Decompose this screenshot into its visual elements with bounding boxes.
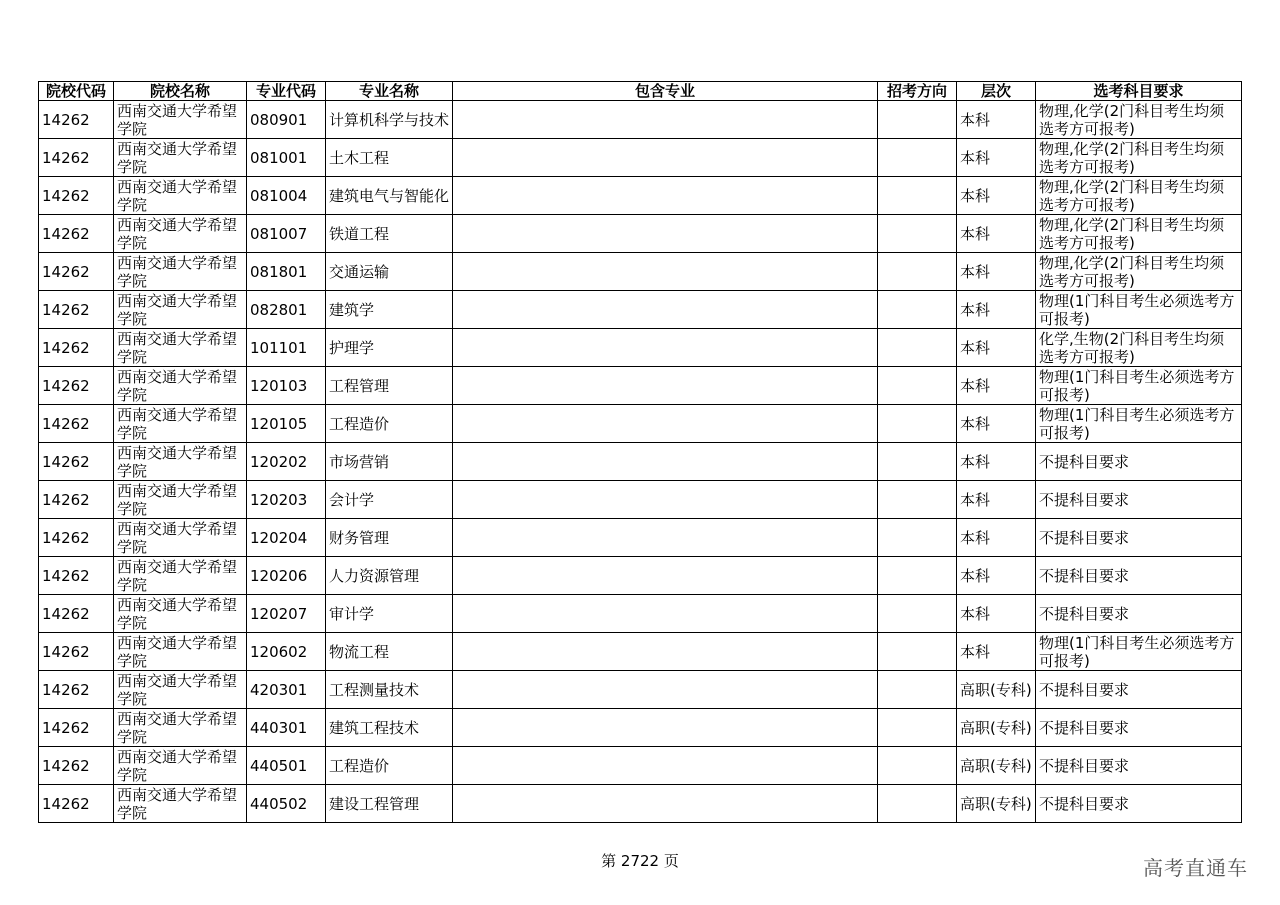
cell-level: 本科: [957, 177, 1036, 215]
table-row: [39, 785, 1242, 823]
table-row: [39, 671, 1242, 709]
header-major-code: 专业代码: [247, 82, 326, 101]
table-row: [39, 481, 1242, 519]
cell-direction: [878, 101, 957, 139]
cell-subject-requirement: 不提科目要求: [1036, 671, 1242, 709]
cell-school-name: 西南交通大学希望学院: [114, 101, 247, 139]
cell-major-name: 工程管理: [326, 367, 453, 405]
cell-school-code: 14262: [39, 101, 114, 139]
cell-school-name: 西南交通大学希望学院: [114, 177, 247, 215]
cell-direction: [878, 215, 957, 253]
table-row: [39, 139, 1242, 177]
cell-major-code: 082801: [247, 291, 326, 329]
table-row: [39, 101, 1242, 139]
cell-school-code: 14262: [39, 557, 114, 595]
cell-school-name: 西南交通大学希望学院: [114, 519, 247, 557]
cell-school-name: 西南交通大学希望学院: [114, 671, 247, 709]
cell-direction: [878, 291, 957, 329]
cell-included-majors: [453, 367, 878, 405]
cell-major-name: 财务管理: [326, 519, 453, 557]
cell-major-name: 工程造价: [326, 747, 453, 785]
cell-school-code: 14262: [39, 443, 114, 481]
table-row: [39, 709, 1242, 747]
cell-school-code: 14262: [39, 253, 114, 291]
cell-major-name: 会计学: [326, 481, 453, 519]
cell-direction: [878, 747, 957, 785]
cell-major-name: 土木工程: [326, 139, 453, 177]
cell-school-code: 14262: [39, 291, 114, 329]
header-major-name: 专业名称: [326, 82, 453, 101]
table-row: [39, 443, 1242, 481]
cell-included-majors: [453, 253, 878, 291]
cell-direction: [878, 443, 957, 481]
cell-level: 本科: [957, 215, 1036, 253]
cell-level: 高职(专科): [957, 709, 1036, 747]
cell-major-code: 081801: [247, 253, 326, 291]
cell-subject-requirement: 不提科目要求: [1036, 709, 1242, 747]
cell-level: 本科: [957, 405, 1036, 443]
cell-school-code: 14262: [39, 785, 114, 823]
cell-major-name: 建筑工程技术: [326, 709, 453, 747]
cell-level: 高职(专科): [957, 747, 1036, 785]
cell-school-name: 西南交通大学希望学院: [114, 481, 247, 519]
cell-direction: [878, 367, 957, 405]
cell-level: 本科: [957, 443, 1036, 481]
cell-major-name: 物流工程: [326, 633, 453, 671]
cell-school-name: 西南交通大学希望学院: [114, 139, 247, 177]
cell-major-code: 120207: [247, 595, 326, 633]
cell-major-code: 081004: [247, 177, 326, 215]
cell-major-code: 440301: [247, 709, 326, 747]
cell-subject-requirement: 化学,生物(2门科目考生均须选考方可报考): [1036, 329, 1242, 367]
header-school-code: 院校代码: [39, 82, 114, 101]
cell-direction: [878, 329, 957, 367]
cell-major-name: 人力资源管理: [326, 557, 453, 595]
table-row: [39, 595, 1242, 633]
table-row: [39, 633, 1242, 671]
cell-subject-requirement: 物理(1门科目考生必须选考方可报考): [1036, 633, 1242, 671]
cell-major-name: 建筑电气与智能化: [326, 177, 453, 215]
table-row: [39, 405, 1242, 443]
cell-school-name: 西南交通大学希望学院: [114, 291, 247, 329]
cell-level: 本科: [957, 595, 1036, 633]
cell-school-code: 14262: [39, 519, 114, 557]
cell-school-code: 14262: [39, 595, 114, 633]
table-row: [39, 557, 1242, 595]
cell-major-code: 440501: [247, 747, 326, 785]
cell-included-majors: [453, 443, 878, 481]
cell-direction: [878, 253, 957, 291]
cell-direction: [878, 671, 957, 709]
cell-major-name: 工程造价: [326, 405, 453, 443]
cell-direction: [878, 785, 957, 823]
cell-direction: [878, 139, 957, 177]
cell-major-name: 交通运输: [326, 253, 453, 291]
table-header-row: [39, 82, 1242, 101]
cell-subject-requirement: 不提科目要求: [1036, 519, 1242, 557]
cell-level: 高职(专科): [957, 671, 1036, 709]
cell-school-name: 西南交通大学希望学院: [114, 215, 247, 253]
cell-major-name: 建设工程管理: [326, 785, 453, 823]
cell-direction: [878, 633, 957, 671]
table-row: [39, 519, 1242, 557]
cell-level: 本科: [957, 519, 1036, 557]
cell-included-majors: [453, 595, 878, 633]
cell-included-majors: [453, 785, 878, 823]
cell-subject-requirement: 物理,化学(2门科目考生均须选考方可报考): [1036, 215, 1242, 253]
cell-school-name: 西南交通大学希望学院: [114, 557, 247, 595]
cell-direction: [878, 709, 957, 747]
cell-major-name: 审计学: [326, 595, 453, 633]
cell-level: 本科: [957, 481, 1036, 519]
cell-direction: [878, 177, 957, 215]
table-row: [39, 329, 1242, 367]
cell-major-code: 420301: [247, 671, 326, 709]
header-school-name: 院校名称: [114, 82, 247, 101]
cell-included-majors: [453, 709, 878, 747]
table-body: [39, 101, 1242, 823]
table-row: [39, 215, 1242, 253]
cell-included-majors: [453, 291, 878, 329]
cell-subject-requirement: 物理,化学(2门科目考生均须选考方可报考): [1036, 253, 1242, 291]
cell-subject-requirement: 物理(1门科目考生必须选考方可报考): [1036, 405, 1242, 443]
cell-major-name: 工程测量技术: [326, 671, 453, 709]
cell-school-code: 14262: [39, 481, 114, 519]
cell-included-majors: [453, 101, 878, 139]
cell-level: 本科: [957, 253, 1036, 291]
cell-subject-requirement: 不提科目要求: [1036, 443, 1242, 481]
cell-direction: [878, 557, 957, 595]
cell-included-majors: [453, 329, 878, 367]
cell-major-code: 120203: [247, 481, 326, 519]
cell-major-code: 101101: [247, 329, 326, 367]
cell-direction: [878, 595, 957, 633]
cell-major-name: 护理学: [326, 329, 453, 367]
cell-major-name: 计算机科学与技术: [326, 101, 453, 139]
cell-school-name: 西南交通大学希望学院: [114, 253, 247, 291]
cell-included-majors: [453, 177, 878, 215]
cell-school-name: 西南交通大学希望学院: [114, 747, 247, 785]
cell-major-code: 120206: [247, 557, 326, 595]
cell-included-majors: [453, 215, 878, 253]
cell-direction: [878, 405, 957, 443]
cell-school-code: 14262: [39, 709, 114, 747]
watermark: 高考直通车: [1143, 856, 1248, 880]
cell-level: 本科: [957, 329, 1036, 367]
cell-level: 本科: [957, 101, 1036, 139]
table-row: [39, 367, 1242, 405]
cell-subject-requirement: 不提科目要求: [1036, 785, 1242, 823]
cell-major-name: 建筑学: [326, 291, 453, 329]
header-included-majors: 包含专业: [453, 82, 878, 101]
cell-major-name: 铁道工程: [326, 215, 453, 253]
admission-table: [38, 81, 1242, 823]
cell-major-code: 120105: [247, 405, 326, 443]
cell-major-code: 080901: [247, 101, 326, 139]
table-row: [39, 291, 1242, 329]
cell-included-majors: [453, 671, 878, 709]
cell-subject-requirement: 物理,化学(2门科目考生均须选考方可报考): [1036, 101, 1242, 139]
cell-school-name: 西南交通大学希望学院: [114, 367, 247, 405]
header-level: 层次: [957, 82, 1036, 101]
cell-included-majors: [453, 557, 878, 595]
cell-included-majors: [453, 633, 878, 671]
cell-school-name: 西南交通大学希望学院: [114, 443, 247, 481]
cell-major-code: 081001: [247, 139, 326, 177]
cell-subject-requirement: 物理,化学(2门科目考生均须选考方可报考): [1036, 139, 1242, 177]
cell-level: 本科: [957, 557, 1036, 595]
cell-included-majors: [453, 481, 878, 519]
header-direction: 招考方向: [878, 82, 957, 101]
cell-school-name: 西南交通大学希望学院: [114, 329, 247, 367]
cell-included-majors: [453, 747, 878, 785]
cell-school-name: 西南交通大学希望学院: [114, 785, 247, 823]
cell-school-code: 14262: [39, 405, 114, 443]
cell-subject-requirement: 物理,化学(2门科目考生均须选考方可报考): [1036, 177, 1242, 215]
cell-subject-requirement: 不提科目要求: [1036, 557, 1242, 595]
cell-level: 本科: [957, 291, 1036, 329]
cell-subject-requirement: 不提科目要求: [1036, 747, 1242, 785]
cell-direction: [878, 519, 957, 557]
cell-school-name: 西南交通大学希望学院: [114, 405, 247, 443]
cell-major-code: 120103: [247, 367, 326, 405]
cell-school-name: 西南交通大学希望学院: [114, 633, 247, 671]
cell-major-code: 120602: [247, 633, 326, 671]
cell-school-code: 14262: [39, 329, 114, 367]
cell-subject-requirement: 物理(1门科目考生必须选考方可报考): [1036, 367, 1242, 405]
cell-included-majors: [453, 519, 878, 557]
cell-school-name: 西南交通大学希望学院: [114, 595, 247, 633]
cell-major-code: 120202: [247, 443, 326, 481]
cell-major-code: 081007: [247, 215, 326, 253]
cell-school-code: 14262: [39, 633, 114, 671]
cell-included-majors: [453, 405, 878, 443]
cell-subject-requirement: 不提科目要求: [1036, 595, 1242, 633]
cell-included-majors: [453, 139, 878, 177]
cell-level: 本科: [957, 367, 1036, 405]
cell-school-code: 14262: [39, 367, 114, 405]
page-number: 第 2722 页: [601, 852, 679, 870]
cell-school-code: 14262: [39, 747, 114, 785]
cell-subject-requirement: 不提科目要求: [1036, 481, 1242, 519]
cell-level: 本科: [957, 633, 1036, 671]
table-row: [39, 253, 1242, 291]
cell-major-code: 120204: [247, 519, 326, 557]
cell-school-code: 14262: [39, 215, 114, 253]
cell-subject-requirement: 物理(1门科目考生必须选考方可报考): [1036, 291, 1242, 329]
header-subject-requirement: 选考科目要求: [1036, 82, 1242, 101]
cell-school-code: 14262: [39, 177, 114, 215]
cell-major-code: 440502: [247, 785, 326, 823]
cell-level: 高职(专科): [957, 785, 1036, 823]
cell-level: 本科: [957, 139, 1036, 177]
table-row: [39, 747, 1242, 785]
table-row: [39, 177, 1242, 215]
cell-direction: [878, 481, 957, 519]
cell-school-code: 14262: [39, 139, 114, 177]
cell-major-name: 市场营销: [326, 443, 453, 481]
cell-school-name: 西南交通大学希望学院: [114, 709, 247, 747]
cell-school-code: 14262: [39, 671, 114, 709]
